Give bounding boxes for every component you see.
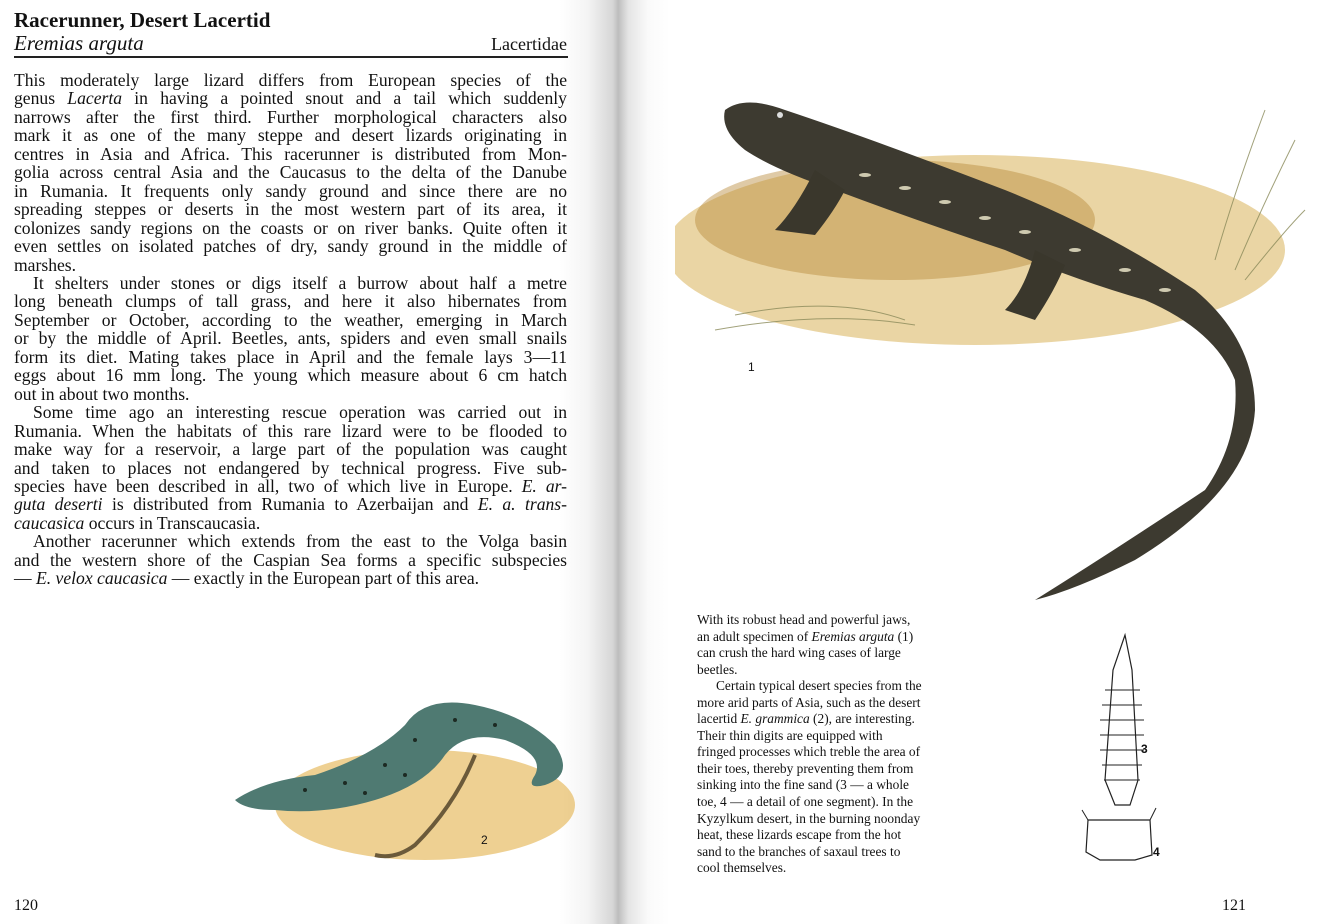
text-line <box>14 200 567 218</box>
text-segment: species have been described in all, two of which live in Europe. <box>14 475 522 496</box>
text-segment: September or October, according to the weather, emerging in March <box>14 309 567 330</box>
text-segment: toe, 4 — a detail of one segment). In the <box>697 794 914 810</box>
text-segment: This moderately large lizard differs from European species of the <box>14 70 567 90</box>
text-segment: their toes, thereby preventing them from <box>697 760 914 776</box>
text-segment: With its robust head and powerful jaws, <box>697 612 911 627</box>
text-segment: or by the middle of April. Beetles, ants, spiders and even small snails <box>14 328 567 349</box>
text-segment: and taken to places not endangered by technical progress. Five sub- <box>14 457 567 478</box>
text-segment: out in about two months. <box>14 383 190 404</box>
page-number-left: 120 <box>14 897 38 914</box>
figure-label-2: 2 <box>481 833 488 847</box>
text-line <box>697 711 987 728</box>
text-line <box>697 645 987 662</box>
text-segment: spreading steppes or deserts in the most western part of its area, it <box>14 199 567 220</box>
text-line <box>14 108 567 126</box>
text-line <box>14 71 567 89</box>
text-line <box>697 811 987 828</box>
text-segment: Their thin digits are equipped with <box>697 727 883 743</box>
text-segment: fringed processes which treble the area of <box>697 744 921 760</box>
text-segment: beetles. <box>697 661 738 677</box>
figure-label-1: 1 <box>748 360 755 374</box>
text-segment: sand to the branches of saxaul trees to <box>697 843 901 859</box>
text-segment: narrows after the first third. Further morphological characters also <box>14 106 567 127</box>
text-line <box>14 385 567 403</box>
figure-label-3: 3 <box>1141 742 1148 756</box>
text-line <box>14 440 567 458</box>
text-segment: in Rumania. It frequents only sandy ground and since there are no <box>14 180 567 201</box>
text-segment: cool themselves. <box>697 860 787 876</box>
header-rule <box>14 56 568 58</box>
text-segment: golia across central Asia and the Caucasus to the delta of the Danube <box>14 162 567 183</box>
italic-text: E. velox caucasica <box>36 568 168 589</box>
text-line <box>697 728 987 745</box>
text-line <box>14 89 567 107</box>
text-line <box>14 329 567 347</box>
illustration-eremias-arguta <box>675 80 1315 610</box>
text-segment: Rumania. When the habitats of this rare lizard were to be flooded to <box>14 420 567 441</box>
species-title: Racerunner, Desert Lacertid <box>14 8 271 32</box>
text-segment: colonizes sandy regions on the coasts or on river banks. Quite often it <box>14 217 567 238</box>
text-segment: in having a pointed snout and a tail which suddenly <box>122 88 567 109</box>
text-line <box>14 403 567 421</box>
text-line <box>697 695 987 712</box>
italic-text: Lacerta <box>67 88 123 109</box>
text-line <box>697 844 987 861</box>
family-name: Lacertidae <box>491 34 567 54</box>
text-segment: even settles on isolated patches of dry, sandy ground in the middle of <box>14 236 567 257</box>
text-line <box>14 145 567 163</box>
text-segment: and the western shore of the Caspian Sea forms a specific subspecies <box>14 549 567 570</box>
text-segment: — <box>14 568 36 589</box>
text-line <box>14 422 567 440</box>
text-segment: long beneath clumps of tall grass, and here it also hibernates from <box>14 291 567 312</box>
text-segment: mark it as one of the many steppe and desert lizards originating in <box>14 125 567 146</box>
italic-text: guta deserti <box>14 494 103 515</box>
text-line <box>697 860 987 877</box>
text-line <box>14 551 567 569</box>
text-line <box>14 292 567 310</box>
text-line <box>697 629 987 646</box>
body-text <box>14 71 567 588</box>
text-line <box>14 569 567 587</box>
text-line <box>14 237 567 255</box>
text-segment: form its diet. Mating takes place in April and the female lays 3—11 <box>14 346 567 367</box>
text-segment: centres in Asia and Africa. This racerunner is distributed from Mon- <box>14 143 567 164</box>
text-segment: (2), are interesting. <box>809 711 915 727</box>
text-line <box>14 477 567 495</box>
text-segment: more arid parts of Asia, such as the desert <box>697 694 921 710</box>
text-segment: Some time ago an interesting rescue operation was carried out in <box>33 402 567 423</box>
illustration-eremias-grammica <box>225 685 585 875</box>
text-line <box>14 495 567 513</box>
page-number-right: 121 <box>1222 897 1246 914</box>
text-segment: eggs about 16 mm long. The young which measure about 6 cm hatch <box>14 365 567 386</box>
figure-label-4: 4 <box>1153 845 1160 859</box>
text-segment: an adult specimen of <box>697 628 812 644</box>
text-segment: lacertid <box>697 711 741 727</box>
text-line <box>697 794 987 811</box>
text-segment: It shelters under stones or digs itself a burrow about half a metre <box>33 272 567 293</box>
italic-text: Eremias arguta <box>811 628 895 644</box>
text-line <box>14 163 567 181</box>
scientific-name: Eremias arguta <box>14 31 144 55</box>
text-segment: heat, these lizards escape from the hot <box>697 827 902 843</box>
italic-text: caucasica <box>14 512 85 533</box>
italic-text: E. ar- <box>521 475 567 496</box>
text-segment: occurs in Transcaucasia. <box>84 512 261 533</box>
text-line <box>14 126 567 144</box>
text-segment: Certain typical desert species from the <box>716 678 922 694</box>
text-line <box>697 744 987 761</box>
text-line <box>14 182 567 200</box>
text-line <box>697 827 987 844</box>
text-segment: marshes. <box>14 254 77 275</box>
text-line <box>697 612 987 629</box>
text-segment: make way for a reservoir, a large part of the population was caught <box>14 439 567 460</box>
text-segment: sinking into the fine sand (3 — a whole <box>697 777 909 793</box>
text-segment: Another racerunner which extends from the east to the Volga basin <box>33 531 567 552</box>
text-line <box>14 514 567 532</box>
text-segment: is distributed from Rumania to Azerbaijan and <box>102 494 478 515</box>
text-line <box>697 662 987 679</box>
text-line <box>697 761 987 778</box>
text-segment: — exactly in the European part of this area. <box>167 568 480 589</box>
text-line <box>14 256 567 274</box>
text-line <box>14 348 567 366</box>
text-line <box>14 366 567 384</box>
italic-text: E. a. trans- <box>477 494 568 515</box>
text-segment: Kyzylkum desert, in the burning noonday <box>697 810 921 826</box>
text-line <box>697 777 987 794</box>
text-line <box>14 311 567 329</box>
text-line <box>14 532 567 550</box>
text-line <box>697 678 987 695</box>
text-segment: can crush the hard wing cases of large <box>697 645 901 661</box>
figure-caption <box>697 612 987 877</box>
text-line <box>14 274 567 292</box>
text-line <box>14 459 567 477</box>
text-line <box>14 219 567 237</box>
text-segment: genus <box>14 88 68 109</box>
italic-text: E. grammica <box>740 711 810 727</box>
illustration-toe-detail <box>1080 630 1160 865</box>
text-segment: (1) <box>894 628 914 644</box>
